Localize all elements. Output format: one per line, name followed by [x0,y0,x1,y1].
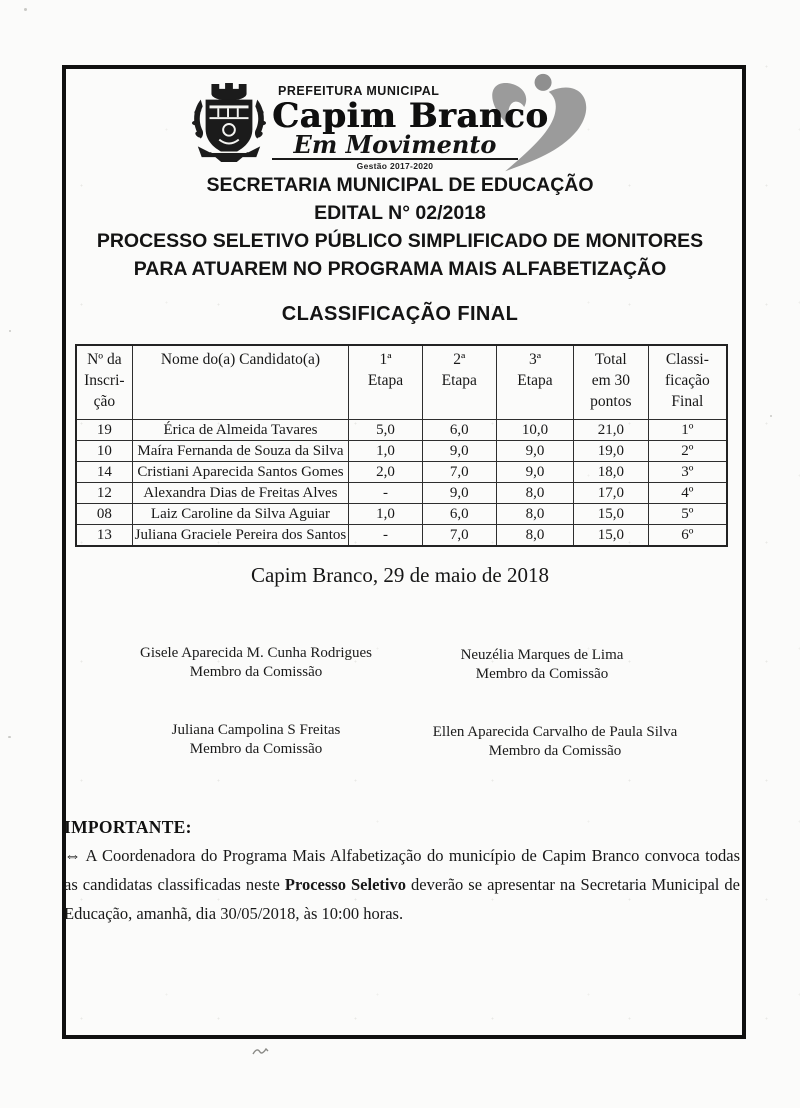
cell-etapa3: 9,0 [496,440,573,461]
table-row [76,440,727,461]
signature-role: Membro da Comissão [189,740,323,757]
cell-inscricao: 08 [76,503,132,524]
cell-total: 15,0 [573,503,648,524]
signature-name: Juliana Campolina S Freitas [171,722,341,738]
letterhead [272,84,549,171]
col-header-classificacao: Classi- ficação Final [648,345,727,419]
cell-total: 19,0 [573,440,648,461]
cell-total: 17,0 [573,482,648,503]
important-text-before: A Coordenadora do Programa Mais Alfabetização do município de Capim Branco convoca todas as candidatas classificadas neste [64,846,740,894]
pen-mark-squiggle [252,1045,270,1057]
cell-etapa1: 1,0 [349,503,422,524]
cell-classificacao: 3º [648,461,727,482]
section-title-classificacao: CLASSIFICAÇÃO FINAL [281,303,519,325]
double-arrow-icon: ⇔ [64,846,81,865]
cell-inscricao: 12 [76,482,132,503]
table-row [76,503,727,524]
cell-total: 21,0 [573,419,648,440]
cell-total: 15,0 [573,524,648,546]
scan-speck [9,330,11,332]
cell-etapa3: 9,0 [496,461,573,482]
cell-etapa2: 9,0 [422,440,496,461]
cell-inscricao: 19 [76,419,132,440]
logo-org-label: PREFEITURA MUNICIPAL [278,84,440,98]
cell-total: 18,0 [573,461,648,482]
title-processo-line2: PARA ATUAREM NO PROGRAMA MAIS ALFABETIZAÇÃO [133,258,667,280]
scan-speck [24,8,27,11]
coat-of-arms-logo [190,82,268,164]
cell-nome: Maíra Fernanda de Souza da Silva [132,440,349,461]
signature-role: Membro da Comissão [488,742,622,759]
cell-inscricao: 13 [76,524,132,546]
col-header-etapa3: 3ª Etapa [496,345,573,419]
table-row [76,482,727,503]
cell-classificacao: 2º [648,440,727,461]
title-edital: EDITAL N° 02/2018 [314,202,486,224]
table-row [76,524,727,546]
table-row [76,419,727,440]
logo-city-name: Capim Branco [272,96,549,136]
cell-etapa2: 9,0 [422,482,496,503]
cell-etapa3: 8,0 [496,482,573,503]
logo-slogan: Em Movimento [293,130,497,159]
cell-etapa2: 6,0 [422,419,496,440]
col-header-etapa2: 2ª Etapa [422,345,496,419]
signature-name: Ellen Aparecida Carvalho de Paula Silva [432,724,678,740]
signature-block [409,723,701,760]
signature-block [131,721,381,758]
signature-role: Membro da Comissão [475,665,609,682]
signature-name: Gisele Aparecida M. Cunha Rodrigues [139,645,373,661]
cell-nome: Alexandra Dias de Freitas Alves [132,482,349,503]
cell-etapa1: - [349,524,422,546]
cell-nome: Laiz Caroline da Silva Aguiar [132,503,349,524]
signature-block [417,646,667,683]
cell-etapa1: 5,0 [349,419,422,440]
logo-term-label: Gestão 2017-2020 [356,161,434,171]
signature-name: Neuzélia Marques de Lima [460,647,624,663]
cell-classificacao: 5º [648,503,727,524]
cell-etapa3: 8,0 [496,524,573,546]
signature-block [131,644,381,681]
important-text-bold: Processo Seletivo [284,875,406,894]
col-header-total: Total em 30 pontos [573,345,648,419]
col-header-nome: Nome do(a) Candidato(a) [132,345,349,419]
signature-role: Membro da Comissão [189,663,323,680]
important-text-after: deverão se apresentar na Secretaria Municipal de Educação, amanhã, dia 30/05/2018, às 10:00 horas. [64,875,740,923]
cell-inscricao: 10 [76,440,132,461]
title-processo-line1: PROCESSO SELETIVO PÚBLICO SIMPLIFICADO DE MONITORES [96,230,704,252]
scan-speck [770,415,772,417]
cell-etapa1: - [349,482,422,503]
cell-etapa3: 10,0 [496,419,573,440]
cell-etapa2: 7,0 [422,524,496,546]
cell-classificacao: 6º [648,524,727,546]
cell-classificacao: 4º [648,482,727,503]
cell-etapa1: 2,0 [349,461,422,482]
cell-etapa1: 1,0 [349,440,422,461]
cell-classificacao: 1º [648,419,727,440]
classification-table [75,344,728,547]
important-paragraph [64,841,740,928]
document-title-block [66,171,734,283]
table-row [76,461,727,482]
title-secretaria: SECRETARIA MUNICIPAL DE EDUCAÇÃO [206,174,594,196]
cell-nome: Juliana Graciele Pereira dos Santos [132,524,349,546]
col-header-etapa1: 1ª Etapa [349,345,422,419]
table-header-row [76,345,727,419]
cell-inscricao: 14 [76,461,132,482]
cell-etapa3: 8,0 [496,503,573,524]
scan-speck [8,736,11,738]
cell-nome: Érica de Almeida Tavares [132,419,349,440]
cell-etapa2: 7,0 [422,461,496,482]
important-heading: IMPORTANTE: [64,817,192,837]
cell-etapa2: 6,0 [422,503,496,524]
col-header-inscricao: Nº da Inscri- ção [76,345,132,419]
date-line: Capim Branco, 29 de maio de 2018 [250,563,550,587]
cell-nome: Cristiani Aparecida Santos Gomes [132,461,349,482]
